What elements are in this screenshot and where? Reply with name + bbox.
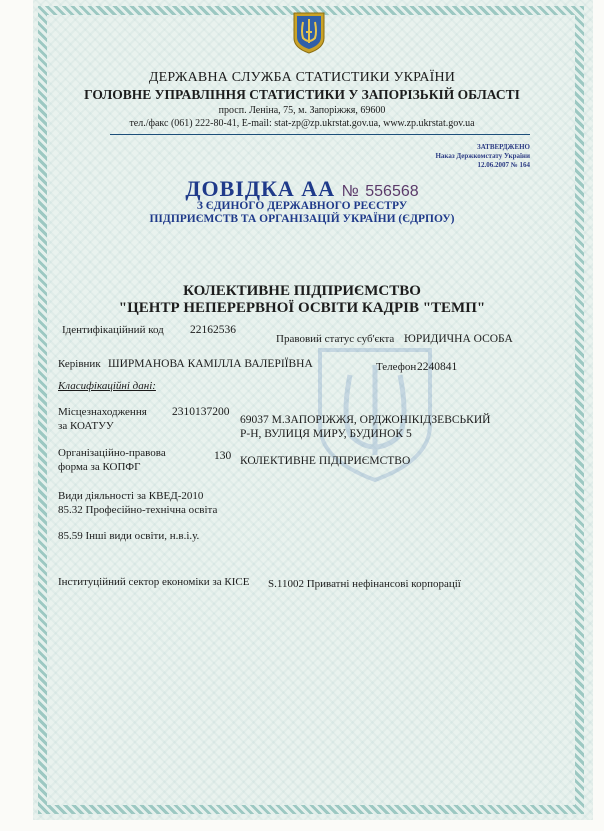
approval-stamp-line1: ЗАТВЕРДЖЕНО	[477, 143, 530, 151]
kved-activity-1: 85.32 Професійно-технічна освіта	[58, 504, 218, 516]
service-name: ДЕРЖАВНА СЛУЖБА СТАТИСТИКИ УКРАЇНИ	[148, 70, 456, 85]
enterprise-name: "ЦЕНТР НЕПЕРЕРВНОЇ ОСВІТИ КАДРІВ "ТЕМП"	[118, 300, 486, 316]
sector-value: S.11002 Приватні нефінансові корпорації	[268, 578, 461, 590]
approval-stamp-line2: Наказ Держкомстату України	[435, 152, 530, 160]
sector-label: Інституційний сектор економіки за КІСЕ	[58, 576, 250, 588]
legal-status-value: ЮРИДИЧНА ОСОБА	[404, 333, 513, 345]
address-line2: Р-Н, ВУЛИЦЯ МИРУ, БУДИНОК 5	[240, 428, 412, 440]
phone-value: 2240841	[417, 361, 458, 373]
certificate-series: ДОВІДКА АА	[185, 176, 336, 201]
legal-form-label-line2: форма за КОПФГ	[58, 461, 141, 473]
certificate-subtitle-1: З ЄДИНОГО ДЕРЖАВНОГО РЕЄСТРУ	[196, 200, 408, 212]
koatuu-code: 2310137200	[172, 406, 230, 418]
kopfg-code: 130	[214, 450, 232, 462]
kopfg-value: КОЛЕКТИВНЕ ПІДПРИЄМСТВО	[240, 455, 411, 467]
kved-activity-2: 85.59 Інші види освіти, н.в.і.у.	[58, 530, 200, 542]
department-name: ГОЛОВНЕ УПРАВЛІННЯ СТАТИСТИКИ У ЗАПОРІЗЬКІЙ ОБЛАСТІ	[84, 87, 520, 102]
number-sign: №	[341, 183, 359, 200]
kved-label: Види діяльності за КВЕД-2010	[58, 490, 204, 502]
approval-stamp-line3: 12.06.2007 № 164	[477, 161, 530, 169]
certificate-subtitle-2: ПІДПРИЄМСТВ ТА ОРГАНІЗАЦІЙ УКРАЇНИ (ЄДРПОУ)	[149, 213, 455, 225]
certificate-number: 556568	[365, 183, 419, 200]
id-code-label: Ідентифікаційний код	[62, 324, 164, 336]
enterprise-type: КОЛЕКТИВНЕ ПІДПРИЄМСТВО	[183, 283, 421, 299]
department-address: просп. Леніна, 75, м. Запоріжжя, 69600	[218, 105, 386, 116]
legal-form-label-line1: Організаційно-правова	[58, 447, 166, 459]
id-code-value: 22162536	[190, 324, 236, 336]
certificate-title	[0, 176, 604, 202]
trident-emblem-icon	[292, 10, 326, 54]
department-contacts: тел./факс (061) 222-80-41, E-mail: stat-zp@zp.ukrstat.gov.ua, www.zp.ukrstat.gov.ua	[129, 118, 475, 129]
legal-status-label: Правовий статус суб'єкта	[276, 333, 395, 345]
address-line1: 69037 М.ЗАПОРІЖЖЯ, ОРДЖОНІКІДЗЕВСЬКИЙ	[240, 414, 491, 426]
head-value: ШИРМАНОВА КАМІЛЛА ВАЛЕРІЇВНА	[108, 358, 313, 370]
phone-label: Телефон	[376, 361, 417, 373]
classification-heading: Класифікаційні дані:	[58, 380, 156, 392]
head-label: Керівник	[58, 358, 101, 370]
header-divider	[110, 134, 530, 135]
location-label-line2: за КОАТУУ	[58, 420, 114, 432]
location-label-line1: Місцезнаходження	[58, 406, 147, 418]
